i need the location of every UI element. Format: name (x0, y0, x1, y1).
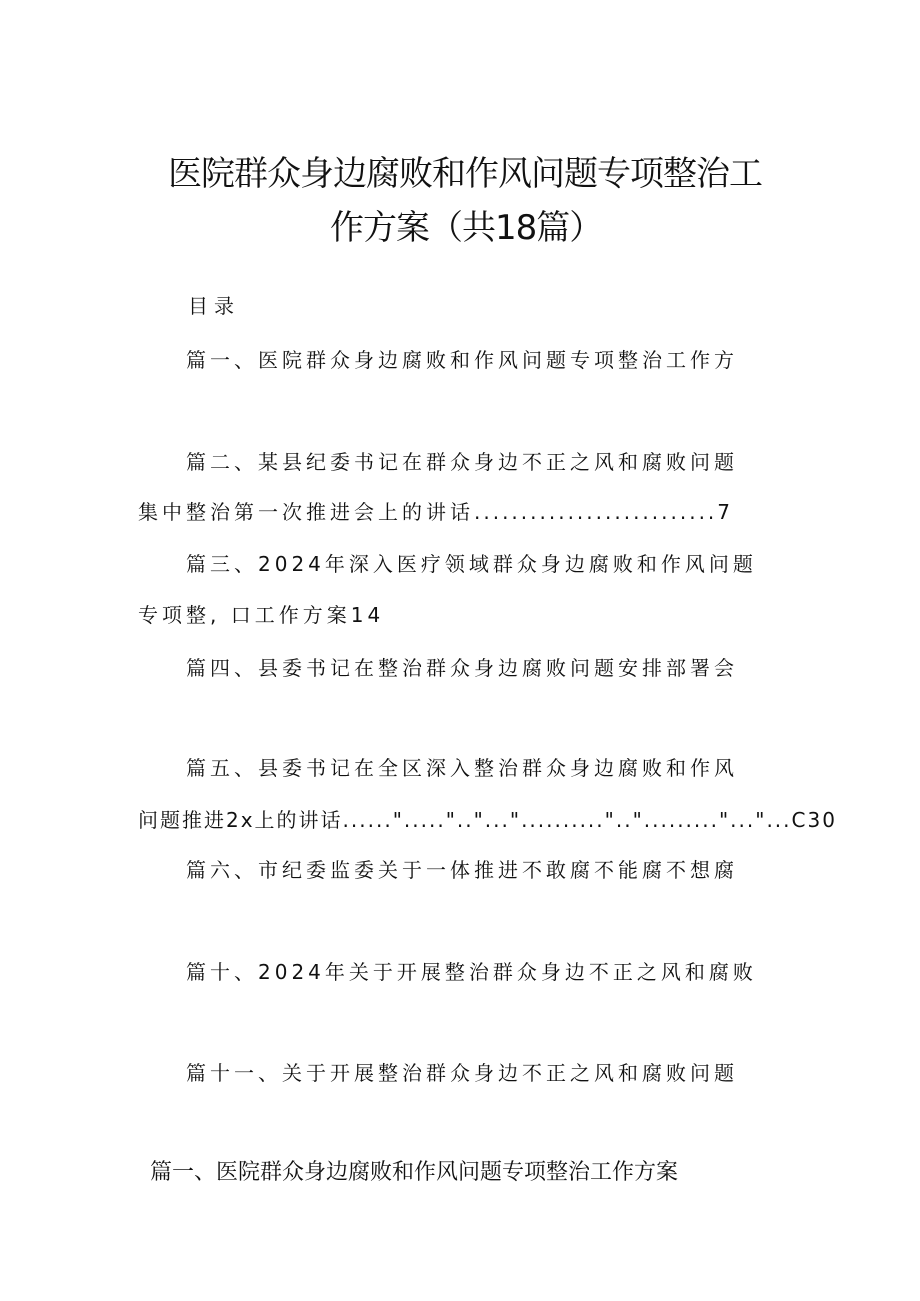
toc-item-4[interactable]: 篇四、县委书记在整治群众身边腐败问题安排部署会 (186, 656, 738, 680)
toc-item-6[interactable]: 篇六、市纪委监委关于一体推进不敢腐不能腐不想腐 (186, 858, 738, 882)
toc-item-3-line-2[interactable]: 专项整, 口工作方案14 (138, 603, 385, 627)
document-title-line-1: 医院群众身边腐败和作风问题专项整治工 (168, 154, 762, 194)
toc-item-2-line-1[interactable]: 篇二、某县纪委书记在群众身边不正之风和腐败问题 (186, 450, 738, 474)
toc-item-5-line-2[interactable]: 问题推进2x上的讲话......".....".."..."..........".."........."..."...C30 (138, 808, 837, 832)
toc-item-8[interactable]: 篇十一、关于开展整治群众身边不正之风和腐败问题 (186, 1061, 738, 1085)
toc-item-7[interactable]: 篇十、2024年关于开展整治群众身边不正之风和腐败 (186, 960, 757, 984)
toc-item-2-line-2[interactable] (138, 496, 734, 525)
toc-page-number: 7 (717, 500, 735, 524)
document-title-line-2: 作方案（共18篇） (330, 208, 603, 248)
toc-item-3-line-1[interactable]: 篇三、2024年深入医疗领域群众身边腐败和作风问题 (186, 552, 757, 576)
toc-label: 目录 (188, 294, 240, 318)
section-heading: 篇一、医院群众身边腐败和作风问题专项整治工作方案 (150, 1160, 679, 1185)
toc-item-2-text: 集中整治第一次推进会上的讲话 (138, 500, 474, 524)
toc-leader-dots: .......................... (474, 500, 718, 524)
toc-item-1[interactable]: 篇一、医院群众身边腐败和作风问题专项整治工作方 (186, 348, 738, 372)
toc-item-5-line-1[interactable]: 篇五、县委书记在全区深入整治群众身边腐败和作风 (186, 756, 738, 780)
